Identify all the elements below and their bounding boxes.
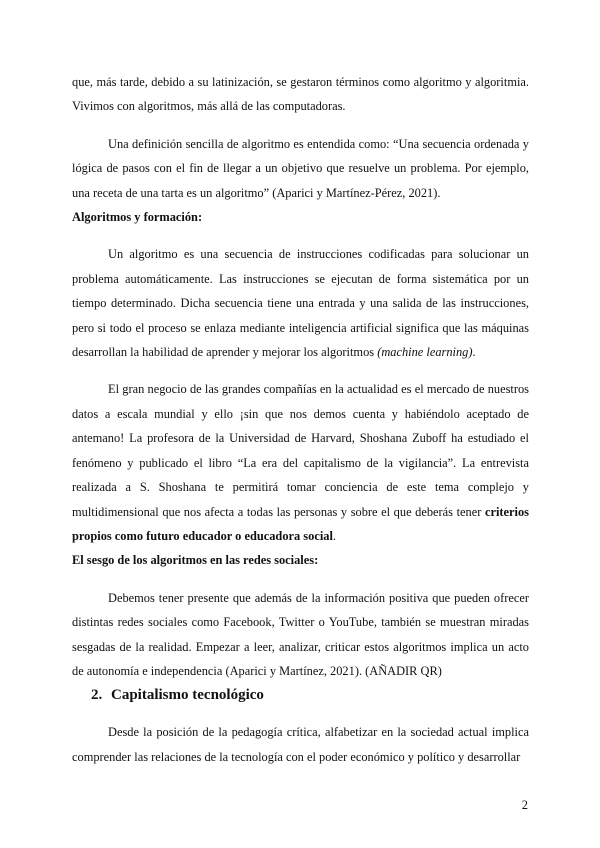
paragraph-text: Un algoritmo es una secuencia de instrucciones codificadas para solucionar un problema automáticamente. Las instrucciones se ejecutan de forma sistemática por un tiempo determinado. Dicha secuencia tiene una entrada y una salida de las instrucciones, pero si todo el proceso se enlaza mediante inteligencia artificial significa que las máquinas desarrollan la habilidad de aprender y mejorar los algoritmos — [72, 247, 529, 360]
paragraph-definition: Una definición sencilla de algoritmo es entendida como: “Una secuencia ordenada y lógica de pasos con el fin de llegar a un objetivo que resuelve un problema. Por ejemplo, una receta de una tarta es un algoritmo” (Aparici y Martínez-Pérez, 2021). — [72, 136, 529, 200]
page-body — [72, 70, 529, 769]
paragraph-social-networks: Debemos tener presente que además de la información positiva que pueden ofrecer distintas redes sociales como Facebook, Twitter o YouTube, también se muestran miradas sesgadas de la realidad. Empezar a leer, analizar, criticar estos algoritmos implica un acto de autonomía e independencia (Aparici y Martínez, 2021). (AÑADIR QR) — [72, 590, 529, 678]
paragraph-big-business — [72, 377, 529, 548]
section-title-capitalismo — [72, 683, 529, 707]
paragraph-continuation: que, más tarde, debido a su latinización, se gestaron términos como algoritmo y algoritmia. Vivimos con algoritmos, más allá de las computadoras. — [72, 75, 529, 114]
heading-sesgo-algoritmos: El sesgo de los algoritmos en las redes sociales: — [72, 553, 319, 568]
section-title-text: Capitalismo tecnológico — [111, 687, 264, 704]
paragraph-end: . — [472, 345, 476, 360]
section-number: 2. — [91, 687, 103, 704]
heading-algoritmos-formacion: Algoritmos y formación: — [72, 210, 203, 225]
page-number: 2 — [521, 798, 528, 812]
paragraph-text: El gran negocio de las grandes compañías en la actualidad es el mercado de nuestros datos a escala mundial y ello ¡sin que nos demos cuenta y habiéndolo aceptado de antemano! La profesora de la Universidad de Harvard, Shoshana Zuboff ha estudiado el fenómeno y publicado el libro “La era del capitalismo de la vigilancia”. La entrevista realizada a S. Shoshana te permitirá tomar conciencia de este tema complejo y multidimensional que nos afecta a todas las personas y sobre el que deberás tener — [72, 382, 529, 519]
paragraph-critical-pedagogy: Desde la posición de la pedagogía crítica, alfabetizar en la sociedad actual implica comprender las relaciones de la tecnología con el poder económico y político y desarrollar — [72, 725, 529, 764]
paragraph-algorithm-explanation — [72, 242, 529, 364]
paragraph-end: . — [332, 528, 337, 543]
italic-term: (machine learning) — [377, 345, 473, 360]
bold-phrase: criterios propios como futuro educador o educadora social — [72, 504, 529, 543]
